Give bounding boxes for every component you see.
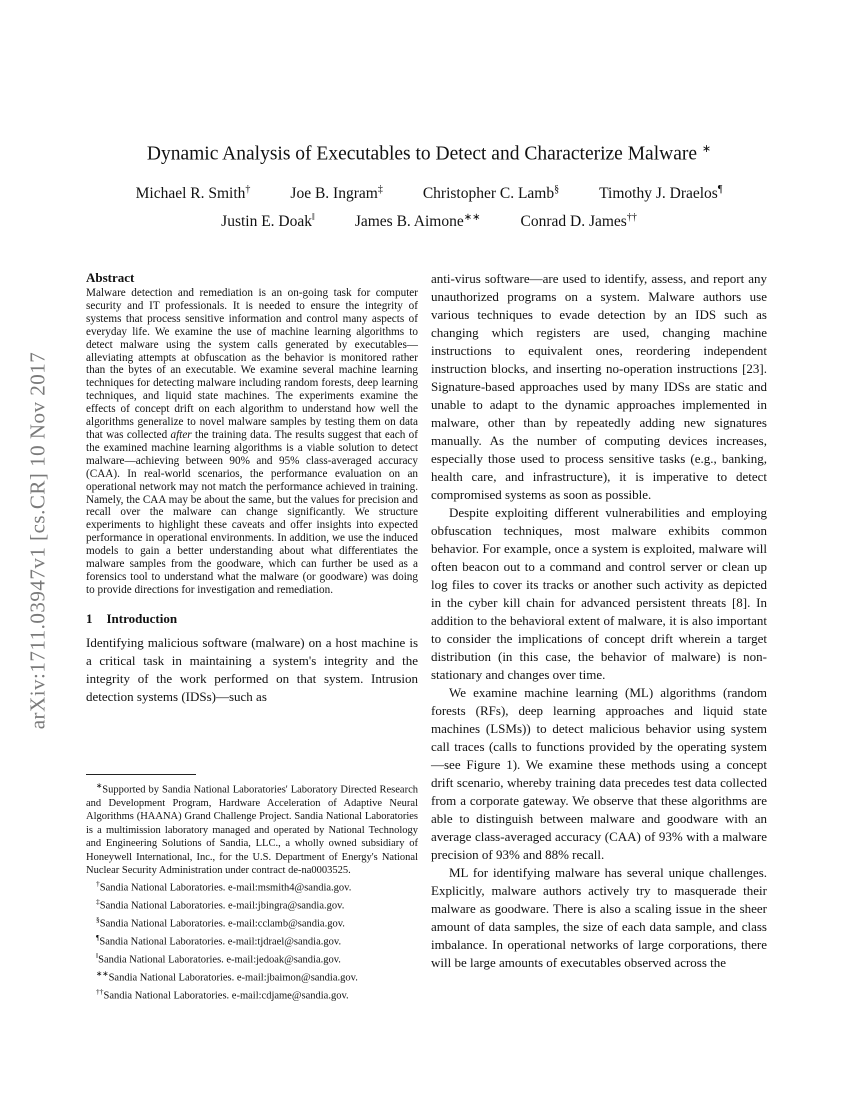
paper-title bbox=[88, 142, 770, 166]
abstract-emphasis: after bbox=[170, 428, 192, 441]
body-paragraph: anti-virus software—are used to identify, assess, and report any unauthorized programs on a system. Malware authors use various techniques to evade detection by an IDS such as changing which registers are used, changing machine instructions to equivalent ones, reordering independent instruction blocks, and inserting no-operation instructions [23]. Signature-based approaches used by many IDSs are static and unable to adapt to the dynamic approaches implemented in malware, other than by repeatedly adding new signatures manually. As the number of computing devices increases, especially those used to process sensitive tasks (e.g., banking, health care, and infrastructure), it is imperative to detect compromised systems as soon as possible. bbox=[431, 271, 767, 502]
author: Christopher C. Lamb§ bbox=[422, 184, 560, 203]
author: Timothy J. Draelos¶ bbox=[599, 184, 723, 203]
author: Justin E. Doak‖ bbox=[221, 212, 315, 231]
footnote-rule bbox=[86, 774, 196, 775]
authors-row-1 bbox=[88, 184, 770, 203]
footnote-affiliation: †Sandia National Laboratories. e-mail:msmith4@sandia.gov. bbox=[96, 879, 352, 894]
author: Michael R. Smith† bbox=[135, 184, 251, 203]
left-column bbox=[86, 270, 418, 706]
body-paragraph: ML for identifying malware has several unique challenges. Explicitly, malware authors actively try to masquerade their malware as goodware. There is also a scaling issue in the sheer amount of data samples, the size of each data sample, and class imbalance. In operational networks of large corporations, there will be large amounts of executables observed across the bbox=[431, 865, 767, 970]
body-paragraph: Despite exploiting different vulnerabilities and employing obfuscation techniques, most malware exhibits common behavior. For example, once a system is exploited, malware will often beacon out to a command and control server or clean up log files to cover its tracks or another such activity as depicted in the cyber kill chain for advanced persistent threats [8]. In addition to the behavioral extent of malware, it is also important to consider the implications of concept drift wherein a target distribution (in this case, the behavior of malware) is non-stationary and changes over time. bbox=[431, 505, 767, 682]
title-text: Dynamic Analysis of Executables to Detect and Characterize Malware bbox=[146, 143, 698, 165]
footnote-affiliation: ‖Sandia National Laboratories. e-mail:jedoak@sandia.gov. bbox=[96, 950, 341, 966]
footnote-funding: ∗Supported by Sandia National Laboratories' Laboratory Directed Research and Development Program, Hardware Acceleration of Adaptive Neural Algorithms (HAANA) Grand Challenge Project. Sandia National Laboratories is a multimission laboratory managed and operated by National Technology and Engineering Solutions of Sandia, LLC., a wholly owned subsidiary of Honeywell International, Inc., for the U.S. Department of Energy's National Nuclear Security Administration under contract de-na0003525. bbox=[86, 781, 418, 876]
author: Joe B. Ingram‡ bbox=[290, 184, 383, 203]
footnote-affiliation: ‡Sandia National Laboratories. e-mail:jbingra@sandia.gov. bbox=[96, 897, 345, 912]
footnotes bbox=[86, 779, 418, 1003]
arxiv-sidebar bbox=[18, 290, 58, 790]
abstract-text: Malware detection and remediation is an on-going task for computer security and IT professionals. It is needed to ensure the integrity of systems that process sensitive information and control many aspects of everyday life. We examine the use of machine learning algorithms to detect malware using the system calls generated by executables—alleviating attempts at obfuscation as the behavior is monitored rather than the bytes of an executable. We examine several machine learning techniques for detecting malware including random forests, deep learning techniques, and liquid state machines. The experiments examine the effects of concept drift on each algorithm to understand how well the algorithms generalize to novel malware samples by testing them on data that was collected after the training data. The results suggest that each of the examined machine learning algorithms is a viable solution to detect malware—achieving between 90% and 95% class-averaged accuracy (CAA). In real-world scenarios, the performance evaluation on an operational network may not match the performance achieved in training. Namely, the CAA may be about the same, but the values for precision and recall over the malware can change significantly. We structure experiments to highlight these caveats and offer insights into expected performance in operational environments. In addition, we use the induced models to gain a better understanding about what differentiates the malware samples from the goodware, which can further be used as a forensics tool to understand what the malware (or goodware) was doing to provide directions for investigation and remediation. bbox=[86, 287, 418, 596]
footnote-affiliation: §Sandia National Laboratories. e-mail:cclamb@sandia.gov. bbox=[96, 915, 345, 930]
body-paragraph: We examine machine learning (ML) algorithms (random forests (RFs), deep learning approaches and liquid state machines (LSMs)) to detect malicious behavior using system call traces (calls to functions provided by the operating system—see Figure 1). We examine these methods using a concept drift scenario, whereby training data precedes test data collected from a corporate gateway. We observe that these algorithms are able to distinguish between malware and goodware with an average class-averaged accuracy (CAA) of 93% with a malware precision of 93% and 88% recall. bbox=[431, 685, 767, 862]
footnote-affiliation: ∗∗Sandia National Laboratories. e-mail:jbaimon@sandia.gov. bbox=[96, 968, 358, 984]
abstract-heading: Abstract bbox=[86, 270, 135, 285]
section-heading-introduction: 1 Introduction bbox=[86, 610, 178, 626]
intro-paragraph: Identifying malicious software (malware) on a host machine is a critical task in maintaining a system's integrity and the integrity of the work performed on that system. Intrusion detection systems (IDSs)—such as bbox=[86, 634, 418, 704]
author: James B. Aimone∗∗ bbox=[354, 212, 481, 231]
arxiv-identifier: arXiv:1711.03947v1 [cs.CR] 10 Nov 2017 bbox=[25, 351, 50, 729]
author: Conrad D. James†† bbox=[520, 212, 637, 231]
footnote-affiliation: ¶Sandia National Laboratories. e-mail:tjdrael@sandia.gov. bbox=[96, 933, 342, 948]
footnote-affiliation: ††Sandia National Laboratories. e-mail:cdjame@sandia.gov. bbox=[96, 986, 349, 1002]
authors-row-2 bbox=[88, 212, 770, 231]
title-footnote-mark: ∗ bbox=[701, 143, 712, 155]
right-column bbox=[431, 270, 767, 972]
